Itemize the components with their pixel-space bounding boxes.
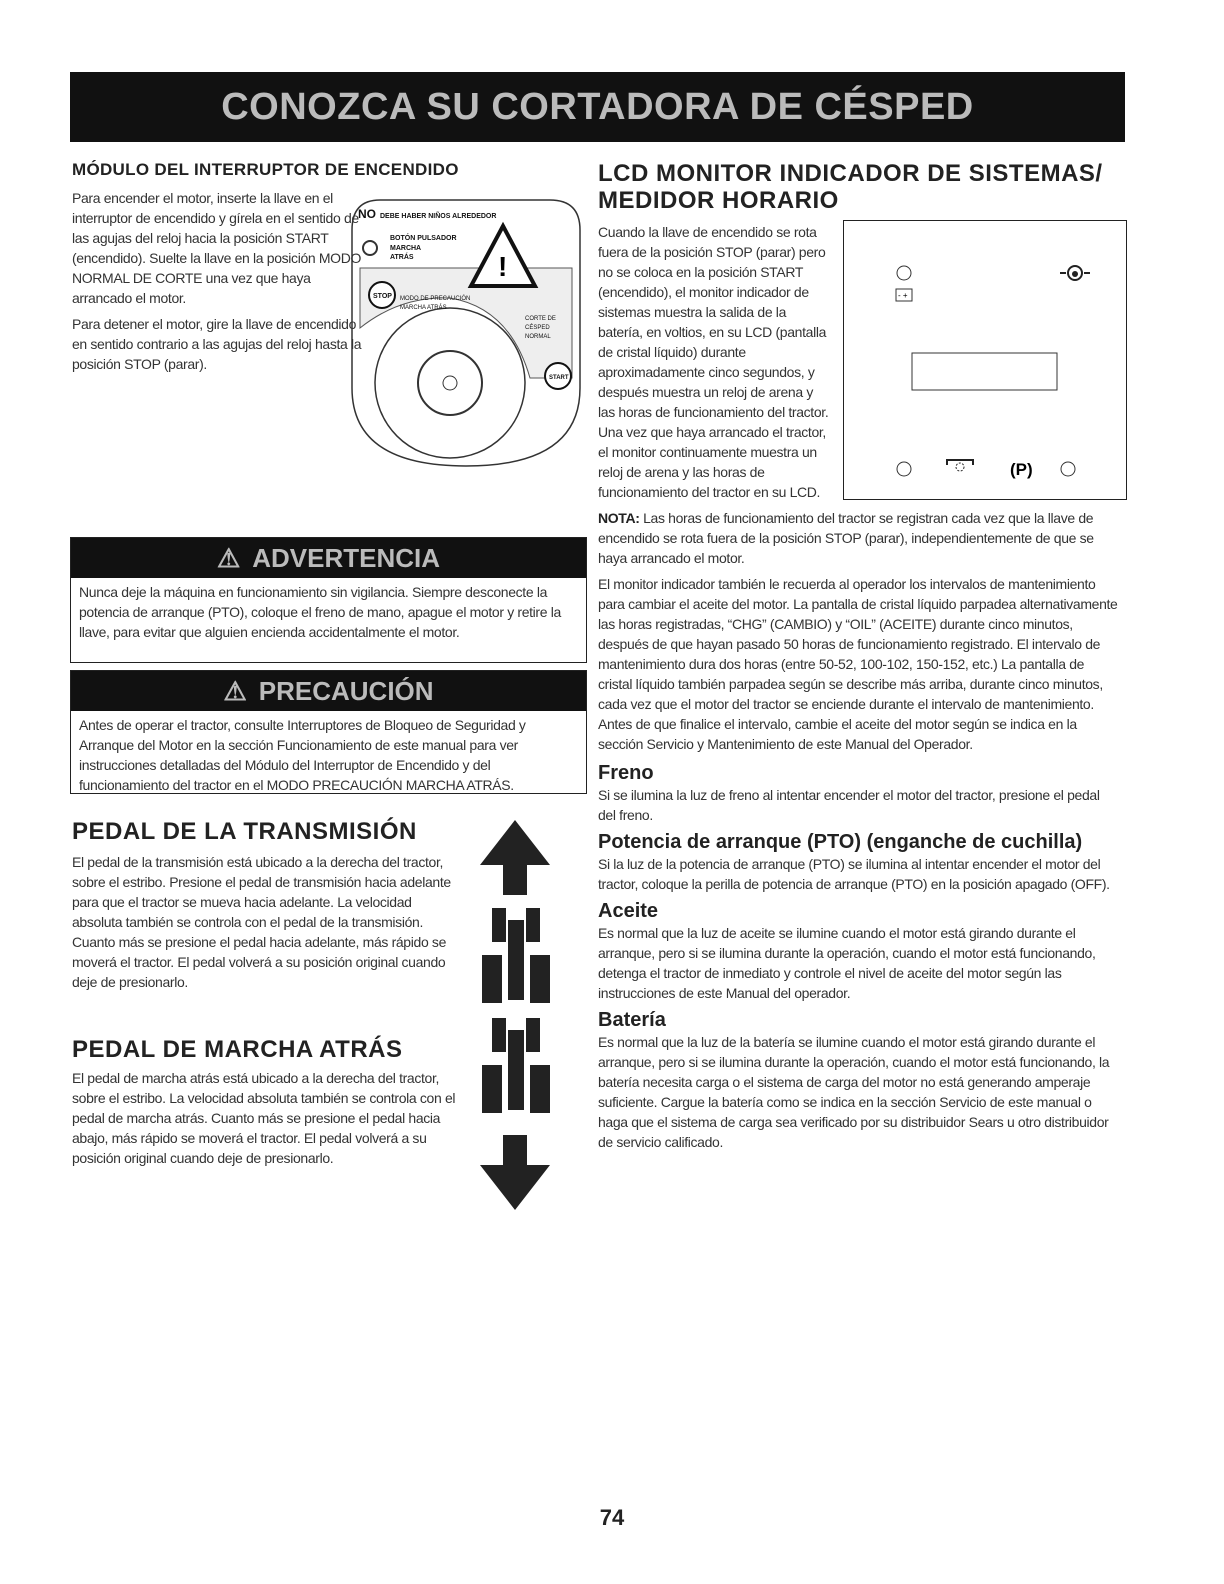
page-number: 74 [599, 1505, 625, 1530]
reverse-text: El pedal de marcha atrás está ubicado a la derecha del tractor, sobre el estribo. La velocidad absoluta también se controla con el pedal de marcha atrás. Cuanto más se presione el pedal hacia abajo, más rápido se moverá el tractor. El pedal volverá a su posición original cuando deje de presionarlo. [72, 1070, 456, 1166]
label-boton: BOTÓN PULSADOR [390, 235, 457, 242]
transmission-heading: PEDAL DE LA TRANSMISIÓN [72, 818, 417, 845]
arrow-up-icon [480, 820, 550, 895]
banner-title: CONOZCA SU CORTADORA DE CÉSPED [221, 85, 974, 128]
warning-icon: ⚠ [216, 542, 241, 573]
label-marcha: MARCHA [390, 245, 422, 252]
label-atras: ATRÁS [390, 254, 414, 261]
ignition-switch-diagram [350, 198, 582, 468]
label-ninos: DEBE HABER NIÑOS ALREDEDOR [380, 213, 497, 220]
ignition-text [72, 188, 362, 380]
label-start: START [549, 375, 569, 381]
parking-brake-icon: (P) [1010, 460, 1033, 479]
label-modo2: MARCHA ATRÁS [400, 305, 447, 311]
svg-text:!: ! [498, 251, 508, 282]
pto-text: Si la luz de la potencia de arranque (PTO) se ilumina al intentar encender el motor del tractor, coloque la perilla de potencia de arranque (PTO) en la posición apagado (OFF). [598, 856, 1110, 892]
pto-icon [947, 460, 973, 471]
transmission-text: El pedal de la transmisión está ubicado a la derecha del tractor, sobre el estribo. Presione el pedal de transmisión hacia adelante para que el tractor se mueva hacia adelante. La velocidad absoluta también se controla con el pedal de la transmisión. Cuanto más se presione el pedal hacia adelante, más rápido se moverá el tractor. El pedal volverá a su posición original cuando deje de presionarlo. [72, 854, 451, 990]
warning-header [71, 538, 586, 578]
paragraph: Para encender el motor, inserte la llave en el interruptor de encendido y gírela en el sentido de las agujas del reloj hacia la posición START (encendido). Suelte la llave en la posición MODO NORMAL DE CORTE una vez que haya arrancado el motor. [72, 190, 362, 306]
caution-title: PRECAUCIÓN [258, 675, 434, 706]
pedal-direction-diagram [470, 820, 560, 1210]
lcd-monitor-panel [843, 220, 1127, 500]
paragraph: Cuando la llave de encendido se rota fuera de la posición STOP (parar) pero no se coloca en la posición START (encendido), el monitor indicador de sistemas muestra la salida de la batería, en voltios, en su LCD (pantalla de cristal líquido) durante aproximadamente cinco segundos, y después muestra un reloj de arena y las horas de funcionamiento del tractor. Una vez que haya arrancado el tractor, el monitor continuamente muestra un reloj de arena y las horas de funcionamiento del tractor en su LCD. [598, 224, 829, 500]
paragraph: Para detener el motor, gire la llave de encendido en sentido contrario a las agujas del reloj hasta la posición STOP (parar). [72, 316, 362, 372]
nota-label: NOTA: [598, 510, 640, 526]
tractor-reverse-icon [482, 1018, 550, 1113]
warning-box [70, 537, 587, 663]
ignition-heading: MÓDULO DEL INTERRUPTOR DE ENCENDIDO [72, 160, 459, 179]
nota-paragraph [598, 508, 1118, 568]
paragraph: El monitor indicador también le recuerda al operador los intervalos de mantenimiento para cambiar el aceite del motor. La pantalla de cristal líquido parpadea alternativamente las horas registradas, “CHG” (CAMBIO) y “OIL” (ACEITE) durante cinco minutos, después de que hayan pasado 50 horas de funcionamiento registrado. El intervalo de mantenimiento dura dos horas (entre 50-52, 100-102, 150-152, etc.) La pantalla de cristal líquido también parpadea según se describe más arriba, durante cinco minutos, cada vez que el motor del tractor se enciende durante el intervalo de mantenimiento. Antes de que finalice el intervalo, cambie el aceite del motor según se indica en la sección Servicio y Mantenimiento de este Manual del Operador. [598, 576, 1118, 752]
indicator-light [897, 266, 911, 280]
lcd-heading: LCD MONITOR INDICADOR DE SISTEMAS/ MEDIDOR HORARIO [598, 160, 1103, 214]
freno-text: Si se ilumina la luz de freno al intentar encender el motor del tractor, presione el pedal del freno. [598, 787, 1100, 823]
caution-text: Antes de operar el tractor, consulte Interruptores de Bloqueo de Seguridad y Arranque del Motor en la sección Funcionamiento de este manual para ver instrucciones detalladas del Módulo del Interruptor de Encendido y del funcionamiento del tractor en el MODO PRECAUCIÓN MARCHA ATRÁS. [79, 717, 526, 793]
warning-icon: ⚠ [223, 675, 247, 706]
caution-header [71, 671, 586, 711]
oil-icon [1060, 266, 1090, 280]
label-corte: CORTE DE [525, 316, 556, 322]
bateria-text: Es normal que la luz de la batería se ilumine cuando el motor está girando durante el arranque, pero si se ilumina durante la operación, cuando el motor está funcionando, la batería necesita carga o el sistema de carga del motor no está generando amperaje suficiente. Cargue la batería como se indica en la sección Servicio de este manual o haga que el sistema de carga sea verificado por su distribuidor Sears u otro distribuidor de servicio calificado. [598, 1034, 1110, 1150]
svg-text:- +: - + [898, 291, 908, 300]
indicator-light [1061, 462, 1075, 476]
label-no: NO [358, 207, 376, 221]
aceite-heading: Aceite [598, 900, 659, 922]
arrow-down-icon [480, 1135, 550, 1210]
label-modo: MODO DE PRECAUCIÓN [400, 296, 471, 302]
freno-heading: Freno [598, 762, 654, 784]
pto-heading: Potencia de arranque (PTO) (enganche de cuchilla) [598, 831, 1083, 853]
caution-box [70, 670, 587, 794]
bateria-heading: Batería [598, 1009, 666, 1031]
battery-icon [896, 289, 912, 301]
label-stop: STOP [373, 293, 392, 300]
indicator-light [897, 462, 911, 476]
warning-text: Nunca deje la máquina en funcionamiento sin vigilancia. Siempre desconecte la potencia de arranque (PTO), coloque el freno de mano, apague el motor y retire la llave, para evitar que alguien encienda accidentalmente el motor. [79, 584, 561, 640]
warning-title: ADVERTENCIA [252, 542, 441, 573]
lcd-display [912, 353, 1057, 390]
page-banner [70, 72, 1125, 142]
label-normal: NORMAL [525, 334, 551, 340]
tractor-forward-icon [482, 908, 550, 1003]
nota-text: Las horas de funcionamiento del tractor se registran cada vez que la llave de encendido se rota fuera de la posición STOP (parar), independientemente de que se haya arrancado el motor. [598, 510, 1094, 566]
aceite-text: Es normal que la luz de aceite se ilumine cuando el motor está girando durante el arranque, pero si se ilumina durante la operación, cuando el motor está funcionando, detenga el tractor de inmediato y controle el nivel de aceite del motor según las instrucciones de este Manual del operador. [598, 925, 1096, 1001]
label-cesped: CÉSPED [525, 325, 550, 331]
reverse-heading: PEDAL DE MARCHA ATRÁS [72, 1036, 403, 1063]
